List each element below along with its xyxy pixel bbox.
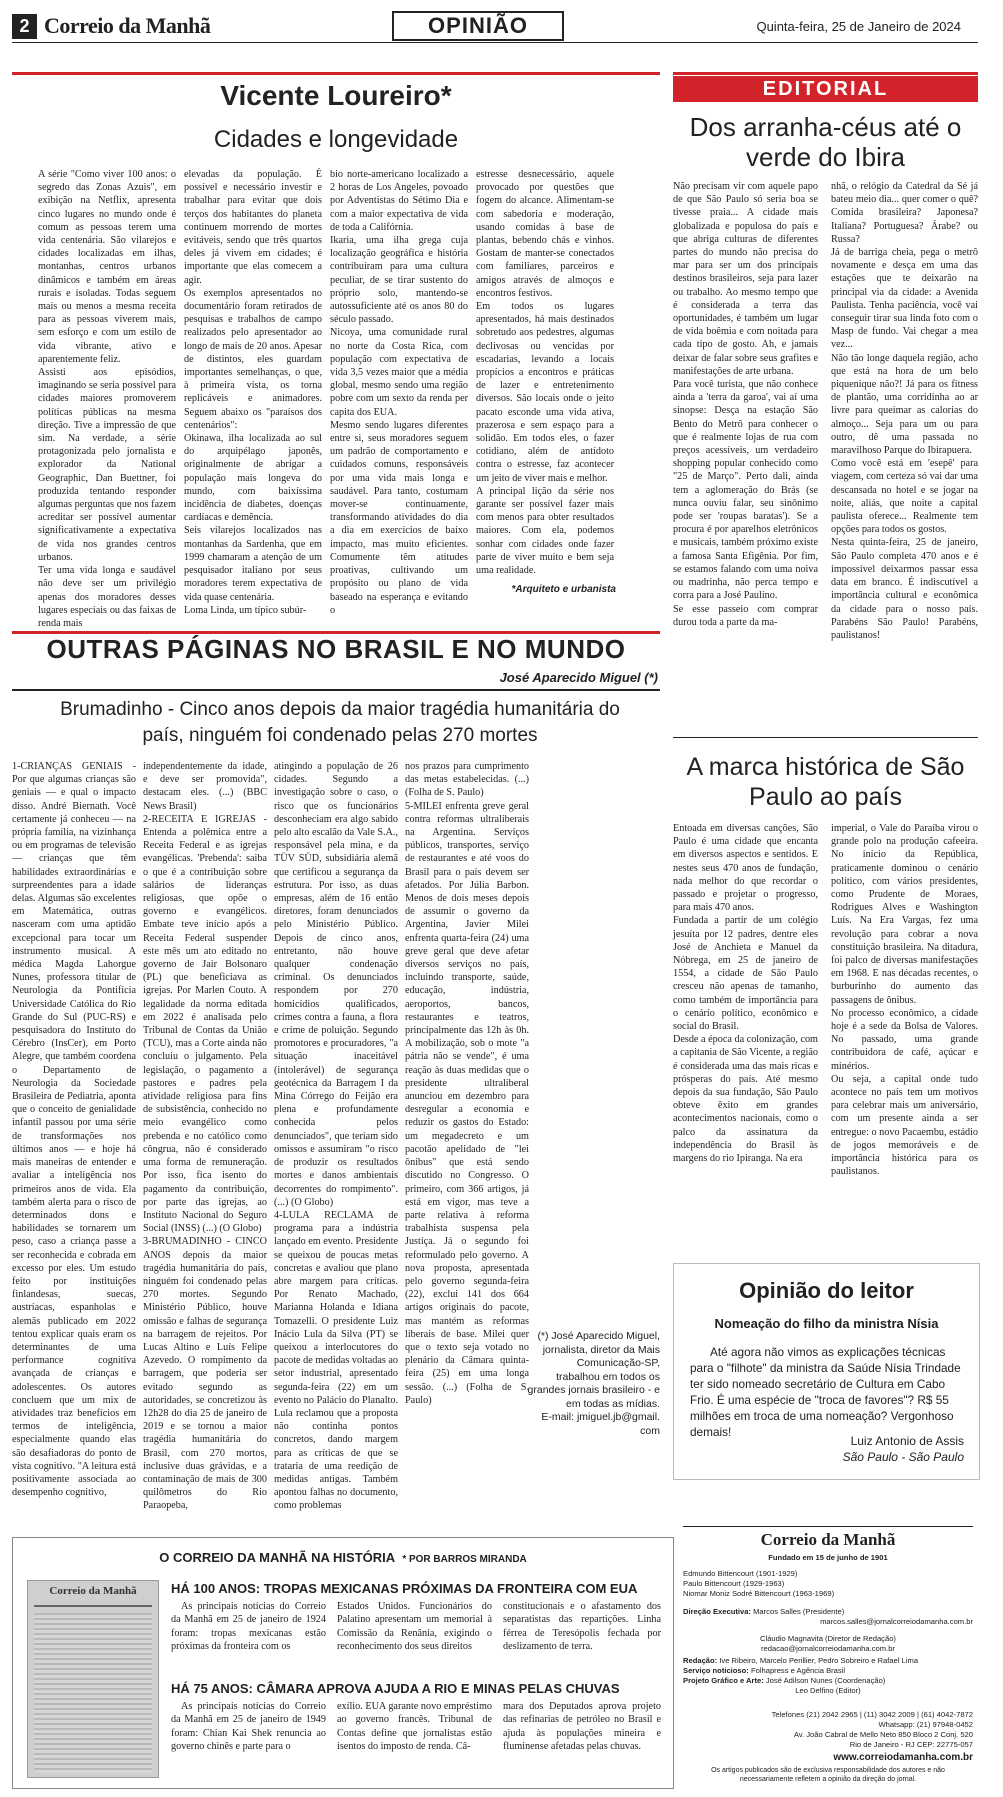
editorial-col2 [831, 180, 978, 735]
column-top-rule [12, 72, 660, 75]
servico-names: Folhapress e Agência Brasil [750, 1666, 846, 1675]
editorial-banner: EDITORIAL [673, 76, 978, 102]
historia-thumbnail [27, 1580, 159, 1778]
disclaimer-line: Os artigos publicados são de exclusiva responsabilidade dos autores e não [711, 1767, 945, 1774]
historia-item2-col3: mara dos Deputados aprova projeto das refinarias de petróleo no Brasil e ajuda às populações mineira e fluminense afetadas pelas chuvas. [503, 1701, 661, 1753]
column-text-col3 [330, 168, 468, 616]
editorial-col2-text: nhã, o relógio da Catedral da Sé já bateu meio dia... quer comer o quê? Comida brasileira? Japonesa? Italiana? Portuguesa? Árabe? ou Russa? Já de barriga cheia, pega o metrô novamente e desça em uma das estações que te deixarão na principal via da cidade: a Avenida Paulista. Tenha paciência, você vai conseguir tirar sua linda foto com o Masp de fundo. Vai chegar a mea vez... Não tão longe daquela região, acho que está na hora de um belo piquenique não?! Já para os fitness de plantão, uma corridinha ao ar livre para queimar as calorias do almoço... Seja para um ou para outro, dê uma passada no maravilhoso Parque do Ibirapuera. Como você está em 'esepê' para viagem, com certeza só vai dar uma descansada no hotel e se jogar na noite, aliás, que noite a capital paulista oferece... Realmente tem opções para todos os gostos. Nesta quinta-feira, 25 de janeiro, São Paulo completa 470 anos e é impossível deixarmos passar essa data em branco. É indiscutível a importância cultural e econômica da cidade para o nosso país. Parabéns São Paulo! Parabéns, paulistanos! [831, 181, 978, 641]
marca-title: A marca histórica de São Paulo ao país [686, 753, 965, 811]
expediente-top-rule [683, 1526, 973, 1527]
historia-item1-col1: As principais notícias do Correio da Manhã em 25 de janeiro de 1924 foram: tropas mexicanas estão próximas da fronteira com os [171, 1601, 326, 1653]
historia-item2-title: HÁ 75 ANOS: CÂMARA APROVA AJUDA A RIO E MINAS PELAS CHUVAS [171, 1681, 620, 1696]
redacao-email[interactable]: redacao@jornalcorreiodamanha.com.br [761, 1644, 895, 1653]
founder-line: Paulo Bittencourt (1929-1963) [683, 1579, 785, 1588]
marca-col1 [673, 822, 818, 1222]
column-author: Vicente Loureiro* [220, 80, 452, 111]
column-text-col2 [184, 168, 322, 616]
leitor-city: São Paulo - São Paulo [842, 1450, 964, 1464]
historia-item1-title: HÁ 100 ANOS: TROPAS MEXICANAS PRÓXIMAS DA FRONTEIRA COM EUA [171, 1581, 638, 1596]
editorial-top-rule [673, 72, 978, 75]
expediente-disclaimer [683, 1766, 973, 1784]
outras-col1 [12, 760, 136, 1555]
outras-col5 [536, 760, 660, 1315]
projeto-names: José Adilson Nunes (Coordenação) [765, 1676, 886, 1685]
outras-byline-rule [12, 689, 660, 691]
leitor-text: Até agora não vimos as explicações técnicas para o "filhote" da ministra da Saúde Nísia Trindade ter sido nomeado secretário de Cultura em Cabo Frio. É uma espécie de "troca de favores"? R$ 55 milhões em troca de uma nomeação? Vergonhoso demais! [690, 1345, 961, 1439]
footnote-line: com [640, 1424, 660, 1437]
section-title: OPINIÃO [392, 11, 564, 41]
editor-line: Leo Delfino (Editor) [795, 1686, 861, 1695]
historia-item1-col2: Estados Unidos. Funcionários do Palatino apresentam um memorial à Comissão da Renânia, exigindo o reconhecimento dos seus direitos [337, 1601, 492, 1653]
expediente-logo: Correio da Manhã [760, 1530, 896, 1549]
founder-line: Edmundo Bittencourt (1901-1929) [683, 1569, 798, 1578]
column-signature: *Arquiteto e urbanista [511, 584, 616, 595]
phones: Telefones (21) 2042 2965 | (11) 3042 2009 | (61) 4042-7872 [771, 1710, 973, 1719]
dir-exec-email[interactable]: marcos.salles@jornalcorreiodamanha.com.br [820, 1617, 973, 1626]
whatsapp: Whatsapp: (21) 97948-0452 [878, 1720, 973, 1729]
expediente-redacao-dir [683, 1634, 973, 1654]
outras-col3 [274, 760, 398, 1555]
leitor-author: Luiz Antonio de Assis [850, 1434, 964, 1448]
historia-item2-col1: As principais notícias do Correio da Manhã em 25 de janeiro de 1949 foram: Chian Kai Shek renuncia ao governo chinês e parte para o [171, 1701, 326, 1753]
outras-banner: OUTRAS PÁGINAS NO BRASIL E NO MUNDO [46, 634, 626, 664]
servico-label: Serviço noticioso: [683, 1666, 749, 1675]
header-rule [12, 42, 978, 43]
redacao-names: Ive Ribeiro, Marcelo Perillier, Pedro Sobreiro e Rafael Lima [719, 1656, 919, 1665]
column-col1-text: A série "Como viver 100 anos: o segredo das Zonas Azuis", em exibição na Netflix, apresenta cinco lugares no mundo onde é comum as pessoas terem uma vida centenária. São vilarejos e cidades localizadas em ilhas, montanhas, centros urbanos dinâmicos e também em áreas rurais e isoladas. Todas seguem mais ou menos a mesma receita para as pessoas viverem mais, sem esforço e com um estilo de vida vibrante, ativo e aparentemente feliz. Assisti aos episódios, imaginando se seria possível para cidades maiores promoverem políticas públicas na mesma direção. Tive a impressão de que sim. Na verdade, a série protagonizada pelo jornalista e explorador da National Geographic, Dan Buettner, foi produzida tentando responder algumas perguntas que nos fazem acreditar ser possível aumentar significativamente a expectativa de vida nos grandes centros urbanos. Ter uma vida longa e saudável não deve ser um privilégio apenas dos moradores desses lugares especiais ou das faixas de renda mais [38, 169, 176, 629]
outras-footnote [520, 1330, 660, 1438]
thumbnail-logo: Correio da Manhã [49, 1585, 137, 1597]
outras-col4-text: nos prazos para cumprimento das metas estabelecidas. (...) (Folha de S. Paulo) 5-MILEI enfrenta greve geral contra reformas ultraliberais na Argentina. Serviços públicos, transportes, serviço de restaurantes e até voos do Brasil para o país devem ser afetados. Por Júlia Barbon. Menos de dois meses depois de assumir o governo da Argentina, Javier Milei enfrenta quarta-feira (24) uma greve geral que deve afetar diversos serviços no país, incluindo transporte, saúde, educação, indústria, aeroportos, bancos, restaurantes e teatros, principalmente das 12h às 0h. A mobilização, sob o mote "a pátria não se vende", é uma reação às duas medidas que o presidente ultraliberal anunciou em dezembro para desregular a economia e reduzir os gastos do Estado: um megadecreto e um pacotão apelidado de "lei ônibus" que está sendo discutido no Congresso. O primeiro, com 366 artigos, já está em vigor, mas teve a parte relativa à reforma trabalhista suspensa pela Justiça. Já o segundo foi reformulado pelo governo. A nova proposta, apresentada pelo governo segunda-feira (22), exclui 141 dos 664 artigos originais do pacote, mas mantém as reformas liberais de base. Milei quer que o texto seja votado no plenário da Câmara quinta-feira (25) em uma longa sessão. (...) (Folha de S. Paulo) [405, 761, 529, 1406]
editorial-bottom-rule [673, 737, 978, 738]
column-text-col1 [38, 168, 176, 629]
column-col3-text: bio norte-americano localizado a 2 horas de Los Angeles, povoado por Adventistas do Sétimo Dia e com a maior expectativa de vida de toda a Califórnia. Ikaria, uma ilha grega cuja localização geográfica e história contribuíram para uma cultura peculiar, de se tirar sustento do próprio solo, mantendo-se autossuficiente até os anos 80 do século passado. Nicoya, uma comunidade rural no norte da Costa Rica, com população com expectativa de vida 3,5 vezes maior que a média global, mesmo sendo uma região pobre com um sexto da renda per capita dos EUA. Mesmo sendo lugares diferentes entre si, seus moradores seguem um padrão de comportamento e cuidados comuns, responsáveis por uma vida mais longa e saudável. Para tanto, costumam mover-se continuamente, transformando atividades do dia a dia em exercícios de baixo impacto, mas muito eficientes. Comumente têm atitudes proativas, cultivando um propósito ou plano de vida baseado na esperança e evitando o [330, 169, 468, 616]
outras-col4 [405, 760, 529, 1555]
expediente-founders [683, 1569, 973, 1599]
marca-col1-text: Entoada em diversas canções, São Paulo é uma cidade que encanta em diversos aspectos e sentidos. E nestes seus 470 anos de fundação, nada melhor do que recordar o passado e projetar o progresso, para mais 470 anos. Fundada a partir de um colégio jesuíta por 12 padres, dentre eles José de Anchieta e Manuel da Nóbrega, em 25 de janeiro de 1554, a cidade de São Paulo cresceu não apenas de tamanho, como também de importância para o cenário político, econômico e social do Brasil. Desde a época da colonização, com a capitania de São Vicente, a região é considerada uma das mais ricas e prósperas do país. Até mesmo depois da sua fundação, São Paulo obteve êxito em grandes acontecimentos nacionais, como o palco da assinatura da independência do Brasil às margens do rio Ipiranga. Na era [673, 823, 818, 1165]
redacao-director: Cláudio Magnavita (Diretor de Redação) [760, 1634, 896, 1643]
marca-col2 [831, 822, 978, 1222]
historia-banner: O CORREIO DA MANHÃ NA HISTÓRIA [159, 1550, 395, 1565]
issue-date: Quinta-feira, 25 de Janeiro de 2024 [756, 19, 961, 34]
dir-exec-label: Direção Executiva: [683, 1607, 751, 1616]
editorial-col1 [673, 180, 818, 735]
footnote-line: jornalista, diretor da Mais [542, 1343, 660, 1356]
projeto-label: Projeto Gráfico e Arte: [683, 1676, 764, 1685]
outras-byline: José Aparecido Miguel (*) [499, 670, 658, 685]
outras-col3-text: atingindo a população de 26 cidades. Segundo a investigação sobre o caso, o risco que os funcionários desconheciam era algo sabido pelo alto escalão da Vale S.A., responsável pela mina, e da TÜV SÜD, subsidiária alemã que certificou a segurança da estrutura. Por isso, as duas empresas, além de 16 então diretores, foram denunciados pelo Ministério Público. Depois de cinco anos, entretanto, não houve qualquer condenação criminal. Os denunciados respondem por 270 homicídios qualificados, crimes contra a fauna, a flora e crime de poluição. Segundo promotores e procuradores, "a situação inaceitável (intolerável) de segurança geotécnica da Barragem I da Mina Córrego do Feijão era plena e profundamente conhecida pelos denunciados", que teriam sido omissos e assumiram "o risco de produzir os resultados mortes e danos ambientais decorrentes do rompimento". (...) (O Globo) 4-LULA RECLAMA de programa para a indústria lançado em evento. Presidente se queixou de poucas metas concretas e avaliou que plano abre margem para críticas. Por Renato Machado, Marianna Holanda e Idiana Tomazelli. O presidente Luiz Inácio Lula da Silva (PT) se queixou a interlocutores do pacote de medidas voltadas ao setor industrial, apresentado segunda-feira (22) em um evento no Palácio do Planalto. Lula reclamou que a proposta não continha pontos concretos, dando margem para as críticas de que se trataria de uma reedição de medidas antigas. Também apontou falhas no documento, como problemas [274, 761, 398, 1512]
disclaimer-line: necessariamente refletem a opinião da direção do jornal. [739, 1776, 917, 1783]
expediente [683, 1526, 973, 1790]
column-title: Cidades e longevidade [213, 126, 459, 153]
historia-box [12, 1537, 674, 1789]
historia-item2-col2: exílio. EUA garante novo empréstimo ao governo francês. Tribunal de Contas define que jornalistas estão isentos do imposto de renda. Câ- [337, 1701, 492, 1753]
column-col2-text: elevadas da população. É possível e necessário investir e trabalhar para evitar que dois terços dos habitantes do planeta continuem morrendo de mortes evitáveis, sendo que três quartos deles já vivem em cidades; é importante que elas comecem a agir. Os exemplos apresentados no documentário foram retirados de pesquisas e trabalhos de campo realizados pelo apresentador ao longo de mais de 20 anos. Apesar de distintos, eles guardam importantes semelhanças, o que, à primeira vista, os torna replicáveis e animadores. Seguem abaixo os "paraísos dos centenários": Okinawa, ilha localizada ao sul do arquipélago japonês, originalmente de abrigar a população mais longeva do mundo, com baixíssima incidência de diabetes, doenças cardíacas e demência. Seis vilarejos localizados nas montanhas da Sardenha, que em 1999 chamaram a atenção de um pesquisador italiano por seus moradores terem expectativa de vida quase centenária. Loma Linda, um típico subúr- [184, 169, 322, 616]
page-number: 2 [12, 14, 37, 39]
leitor-title: Opinião do leitor [739, 1278, 914, 1303]
expediente-direcao [683, 1607, 973, 1627]
redacao-label: Redação: [683, 1656, 718, 1665]
address-line: Av. João Cabral de Mello Neto 850 Bloco 2 Conj. 520 [793, 1730, 973, 1739]
column-col4-text: estresse desnecessário, aquele provocado por questões que fogem do alcance. Alimentam-se com sabedoria e moderação, usando comidas à base de plantas, bebendo chás e vinhos. Gostam de manter-se conectados com familiares, parceiros e amigos através de almoços e encontros festivos. Em todos os lugares apresentados, há mais destinados sobretudo aos pedestres, algumas declivosas ou vencidas por escadarias, levando a locais propícios a encontros e práticas de lazer e entretenimento diversos. São locais onde o jeito pacato esconde uma vida ativa, prazerosa e sem espaço para a solidão. Em todos eles, o fazer cotidiano, além de antídoto contra o estresse, faz acontecer um jeito de viver mais e melhor. A principal lição da série nos garante ser possível fazer mais com menos para obter resultados maiores. Com ela, podemos sonhar com cidades onde fazer parte de viver muito e bem seja uma realidade. [476, 169, 614, 577]
footnote-line: Comunicação-SP, [576, 1357, 660, 1369]
column-text-col4 [476, 168, 614, 577]
leitor-box [673, 1263, 980, 1480]
leitor-subtitle: Nomeação do filho da ministra Nísia [714, 1316, 939, 1331]
thumbnail-texture [34, 1613, 152, 1773]
newspaper-logo: Correio da Manhã [44, 13, 211, 38]
expediente-contato [683, 1710, 973, 1750]
site-link[interactable]: www.correiodamanha.com.br [833, 1752, 973, 1763]
historia-author: * POR BARROS MIRANDA [402, 1554, 527, 1565]
editorial-title: Dos arranha-céus até o verde do Ibira [689, 112, 962, 172]
marca-col2-text: imperial, o Vale do Paraíba virou o grande polo na produção cafeeira. No início da República, praticamente dominou o cenário político, com vários presidentes, como Prudente de Moraes, Rodrigues Alves e Washington Luís. Na Era Vargas, fez uma revolução para cobrar a nova constituição brasileira. Na ditadura, foi palco de diversas manifestações em 1968. E nas décadas recentes, o burburinho do aumento das passagens de ônibus. No processo econômico, a cidade hoje é a sede da Bolsa de Valores. No passado, uma grande contribuidora de café, açúcar e minérios. Ou seja, a capital onde tudo acontece no país tem um motivos para celebrar mais um aniversário, com um presente ainda a ser entregue: o novo Pacaembu, estádio de jogos memoráveis e de importância histórica para os paulistanos. [831, 823, 978, 1178]
historia-item1-col3: constitucionais e o afastamento dos separatistas das repartições. Linha férrea de Teresópolis fechada por deslizamento de terra. [503, 1601, 661, 1653]
address-line: Rio de Janeiro - RJ CEP: 22775-057 [849, 1740, 973, 1749]
thumbnail-rule [34, 1605, 152, 1607]
editorial-col1-text: Não precisam vir com aquele papo de que São Paulo só seria boa se tivesse praia... A cidade mais globalizada e populosa do país e que abriga culturas de diferentes partes do mundo não precisa do mar para ser um dos principais destinos brasileiros, seja para lazer ou trabalho. Ao mesmo tempo que é considerada a terra das oportunidades, é também um lugar de vida boêmia e com noitada para cada tipo de gosto. Ah, e jamais deixar de falar sobre seus grafites e manifestações de arte urbana. Para você turista, que não conhece ainda a 'terra da garoa', vai aí uma sinopse: Desça na estação São Bento do Metrô para conhecer o que é realmente lojas de rua com preços acessíveis, um verdadeiro shopping popular conhecido como "25 de Março". Perto dali, ainda tem a aglomeração do Brás (se nunca ouviu falar, seu sinônimo pode ser 'roupas baratas'). Se a procura é por aparelhos eletrônicos e musicais, também próximo existe a famosa Santa Efigênia. Por fim, se estamos falando com uma noiva ou madrinha, não perca tempo e corra para a José Paulino. Se esse passeio com comprar durou toda a parte da ma- [673, 181, 818, 628]
dir-exec-name: Marcos Salles (Presidente) [753, 1607, 845, 1616]
footnote-line: (*) José Aparecido Miguel, [537, 1330, 660, 1342]
outras-headline: Brumadinho - Cinco anos depois da maior tragédia humanitária do país, ninguém foi condenado pelas 270 mortes [60, 699, 620, 746]
outras-col2 [143, 760, 267, 1555]
footnote-line: trabalhou em todos os [556, 1370, 660, 1383]
expediente-equipe [683, 1656, 973, 1696]
outras-col1-text: 1-CRIANÇAS GENIAIS - Por que algumas crianças são geniais — e qual o impacto disso. André Biernath. Você certamente já conheceu — na própria família, na vizinhança ou em programas de televisão — crianças que têm habilidades extraordinárias e surpreendentes para a idade delas. Algumas são excelentes em Matemática, outras nasceram com uma aptidão excepcional para tocar um instrumento musical. A médica Magda Lahorgue Nunes, professora titular de Neurologia da Pontifícia Universidade Católica do Rio Grande do Sul (PUC-RS) e pesquisadora do Instituto do Cérebro (InsCer), em Porto Alegre, que também coordena o Departamento de Neurologia da Sociedade Brasileira de Pediatria, aponta que o conceito de genialidade infantil passou por uma série de transformações nos últimos anos — e hoje há mais maneiras de entender e avaliar a inteligência nos primeiros anos de vida. Ela também alerta para o risco de determinados dons e habilidades se tornarem um peso, caso a criança passe a ser reconhecida e cobrada em excesso por eles. Um estudo feito por instituições finlandesas, suecas, austríacas, espanholas e alemãs publicado em 2022 tentou explicar quais eram os determinantes de uma performance cognitiva avançada de crianças e adolescentes. Os autores concluem que um mix de atividades traz benefícios em termos de inteligência, especialmente quando elas são desafiadoras do ponto de vista cognitivo. "A leitura está positivamente associada ao desempenho cognitivo, [12, 761, 136, 1499]
historia-header [13, 1550, 673, 1565]
footnote-line: grandes jornais brasileiro - e [527, 1384, 660, 1396]
outras-col2-text: independentemente da idade, e deve ser promovida", destacam eles. (...) (BBC News Brasil) 2-RECEITA E IGREJAS - Entenda a polêmica entre a Receita Federal e as igrejas evangélicas. 'Prebenda': saiba o que é a contribuição sobre salários de lideranças religiosas, que opõe o governo e evangélicos. Embate teve início após a Receita Federal suspender este mês um ato editado no governo de Jair Bolsonaro (PL) que beneficiava as igrejas. Por Marlen Couto. A legalidade da norma editada em 2022 é analisada pelo Tribunal de Contas da União (TCU), mas a Corte ainda não concluiu o julgamento. Pela legislação, o pagamento a pastores e padres pela atividade religiosa para fins de subsistência, conhecido no meio evangélico como prebenda e no católico como côngrua, não é considerado uma forma de remuneração. Por isso, fica isento do pagamento da contribuição, por parte das igrejas, ao Instituto Nacional do Seguro Social (INSS) (...) (O Globo) 3-BRUMADINHO - CINCO ANOS depois da maior tragédia humanitária do país, ninguém foi condenado pelas 270 mortes. Segundo Ministério Público, houve omissão e falhas de segurança na barragem de rejeitos. Por Lucas Altino e Luís Felipe Azevedo. O rompimento da barragem, que poderia ser evitado segundo as autoridades, se concretizou às 12h28 do dia 25 de janeiro de 2019 e se tornou a maior tragédia humanitária do Brasil, com 270 mortos, inclusive duas grávidas, e a contaminação de mais de 300 quilômetros do Rio Paraopeba, [143, 761, 267, 1512]
founder-line: Niomar Moniz Sodré Bittencourt (1963-1969) [683, 1589, 835, 1598]
expediente-founded: Fundado em 15 de junho de 1901 [768, 1553, 888, 1562]
footnote-line: em todas as mídias. [566, 1397, 660, 1410]
footnote-line: E-mail: jmiguel.jb@gmail. [541, 1411, 660, 1423]
